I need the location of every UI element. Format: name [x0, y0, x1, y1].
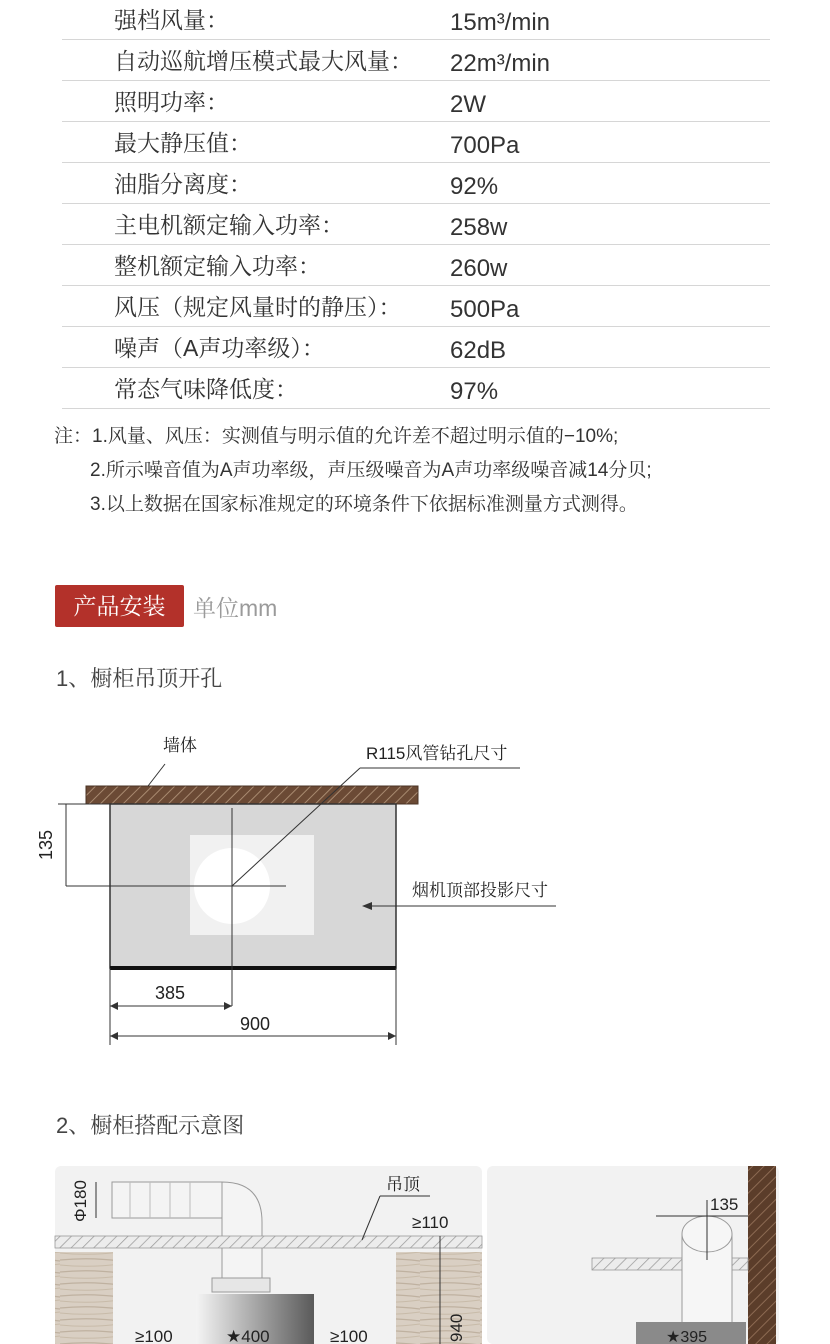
cabinet-diagram	[0, 1160, 830, 1344]
step2-title: 2、橱柜搭配示意图	[56, 1113, 245, 1138]
spec-value: 15m³/min	[450, 9, 551, 36]
spec-row	[62, 286, 770, 327]
spec-label: 整机额定输入功率：	[114, 253, 321, 279]
spec-value: 500Pa	[450, 296, 520, 323]
spec-row	[62, 40, 770, 81]
spec-value: 97%	[450, 378, 499, 405]
spec-label: 最大静压值：	[114, 130, 252, 156]
spec-value: 92%	[450, 173, 499, 200]
spec-value: 258w	[450, 214, 508, 241]
spec-label: 强档风量：	[114, 7, 229, 33]
note-line-1: 注：1.风量、风压：实测值与明示值的允许差不超过明示值的−10%;	[54, 426, 619, 447]
dim-ge100-left: ≥100	[135, 1327, 173, 1344]
spec-value: 2W	[450, 91, 486, 118]
notes	[54, 420, 652, 522]
dim-900: 900	[240, 1014, 271, 1034]
spec-label: 照明功率：	[114, 89, 229, 115]
spec-table	[62, 0, 770, 409]
wall-label: 墙体	[163, 736, 197, 755]
dim-940: 940	[447, 1313, 466, 1342]
spec-label: 常态气味降低度：	[114, 376, 298, 402]
spec-label: 主电机额定输入功率：	[114, 212, 344, 238]
right-panel	[487, 1166, 779, 1344]
spec-label: 噪声（A声功率级）：	[114, 335, 325, 361]
section-badge: 产品安装	[55, 585, 184, 627]
ceiling-hole-diagram	[0, 700, 830, 1060]
spec-value: 22m³/min	[450, 50, 551, 77]
ceiling-band	[55, 1236, 482, 1248]
step1-title: 1、橱柜吊顶开孔	[56, 666, 223, 691]
wall-slab	[86, 786, 418, 804]
dim-ge100-right: ≥100	[330, 1327, 368, 1344]
spec-row	[62, 81, 770, 122]
hole-label: R115风管钻孔尺寸	[366, 744, 508, 763]
cabinet-right	[396, 1252, 482, 1344]
spec-row	[62, 368, 770, 409]
note-line-2: 2.所示噪音值为A声功率级，声压级噪音为A声功率级噪音减14分贝;	[90, 460, 652, 481]
spec-value: 62dB	[450, 337, 507, 364]
spec-row	[62, 245, 770, 286]
spec-row	[62, 204, 770, 245]
spec-label: 油脂分离度：	[114, 171, 252, 197]
spec-label: 风压（规定风量时的静压）：	[114, 294, 402, 320]
cabinet-left	[55, 1252, 113, 1344]
note-line-3: 3.以上数据在国家标准规定的环境条件下依据标准测量方式测得。	[90, 494, 638, 515]
spec-row	[62, 0, 770, 40]
side-wall	[748, 1166, 776, 1344]
dim-135-side: 135	[710, 1195, 739, 1214]
dim-star395: ★395	[666, 1329, 708, 1344]
spec-label: 自动巡航增压模式最大风量：	[114, 48, 413, 74]
duct	[112, 1182, 222, 1218]
dim-star400: ★400	[226, 1327, 270, 1344]
dim-135: 135	[36, 829, 56, 860]
spec-value: 260w	[450, 255, 508, 282]
ceiling-label: 吊顶	[386, 1175, 420, 1194]
spec-value: 700Pa	[450, 132, 520, 159]
spec-row	[62, 327, 770, 368]
projection-label: 烟机顶部投影尺寸	[412, 881, 548, 900]
section-unit: 单位mm	[193, 595, 278, 621]
dim-ge110: ≥110	[412, 1213, 449, 1232]
spec-row	[62, 122, 770, 163]
dim-385: 385	[155, 983, 186, 1003]
dim-phi180: Φ180	[71, 1180, 90, 1222]
spec-row	[62, 163, 770, 204]
